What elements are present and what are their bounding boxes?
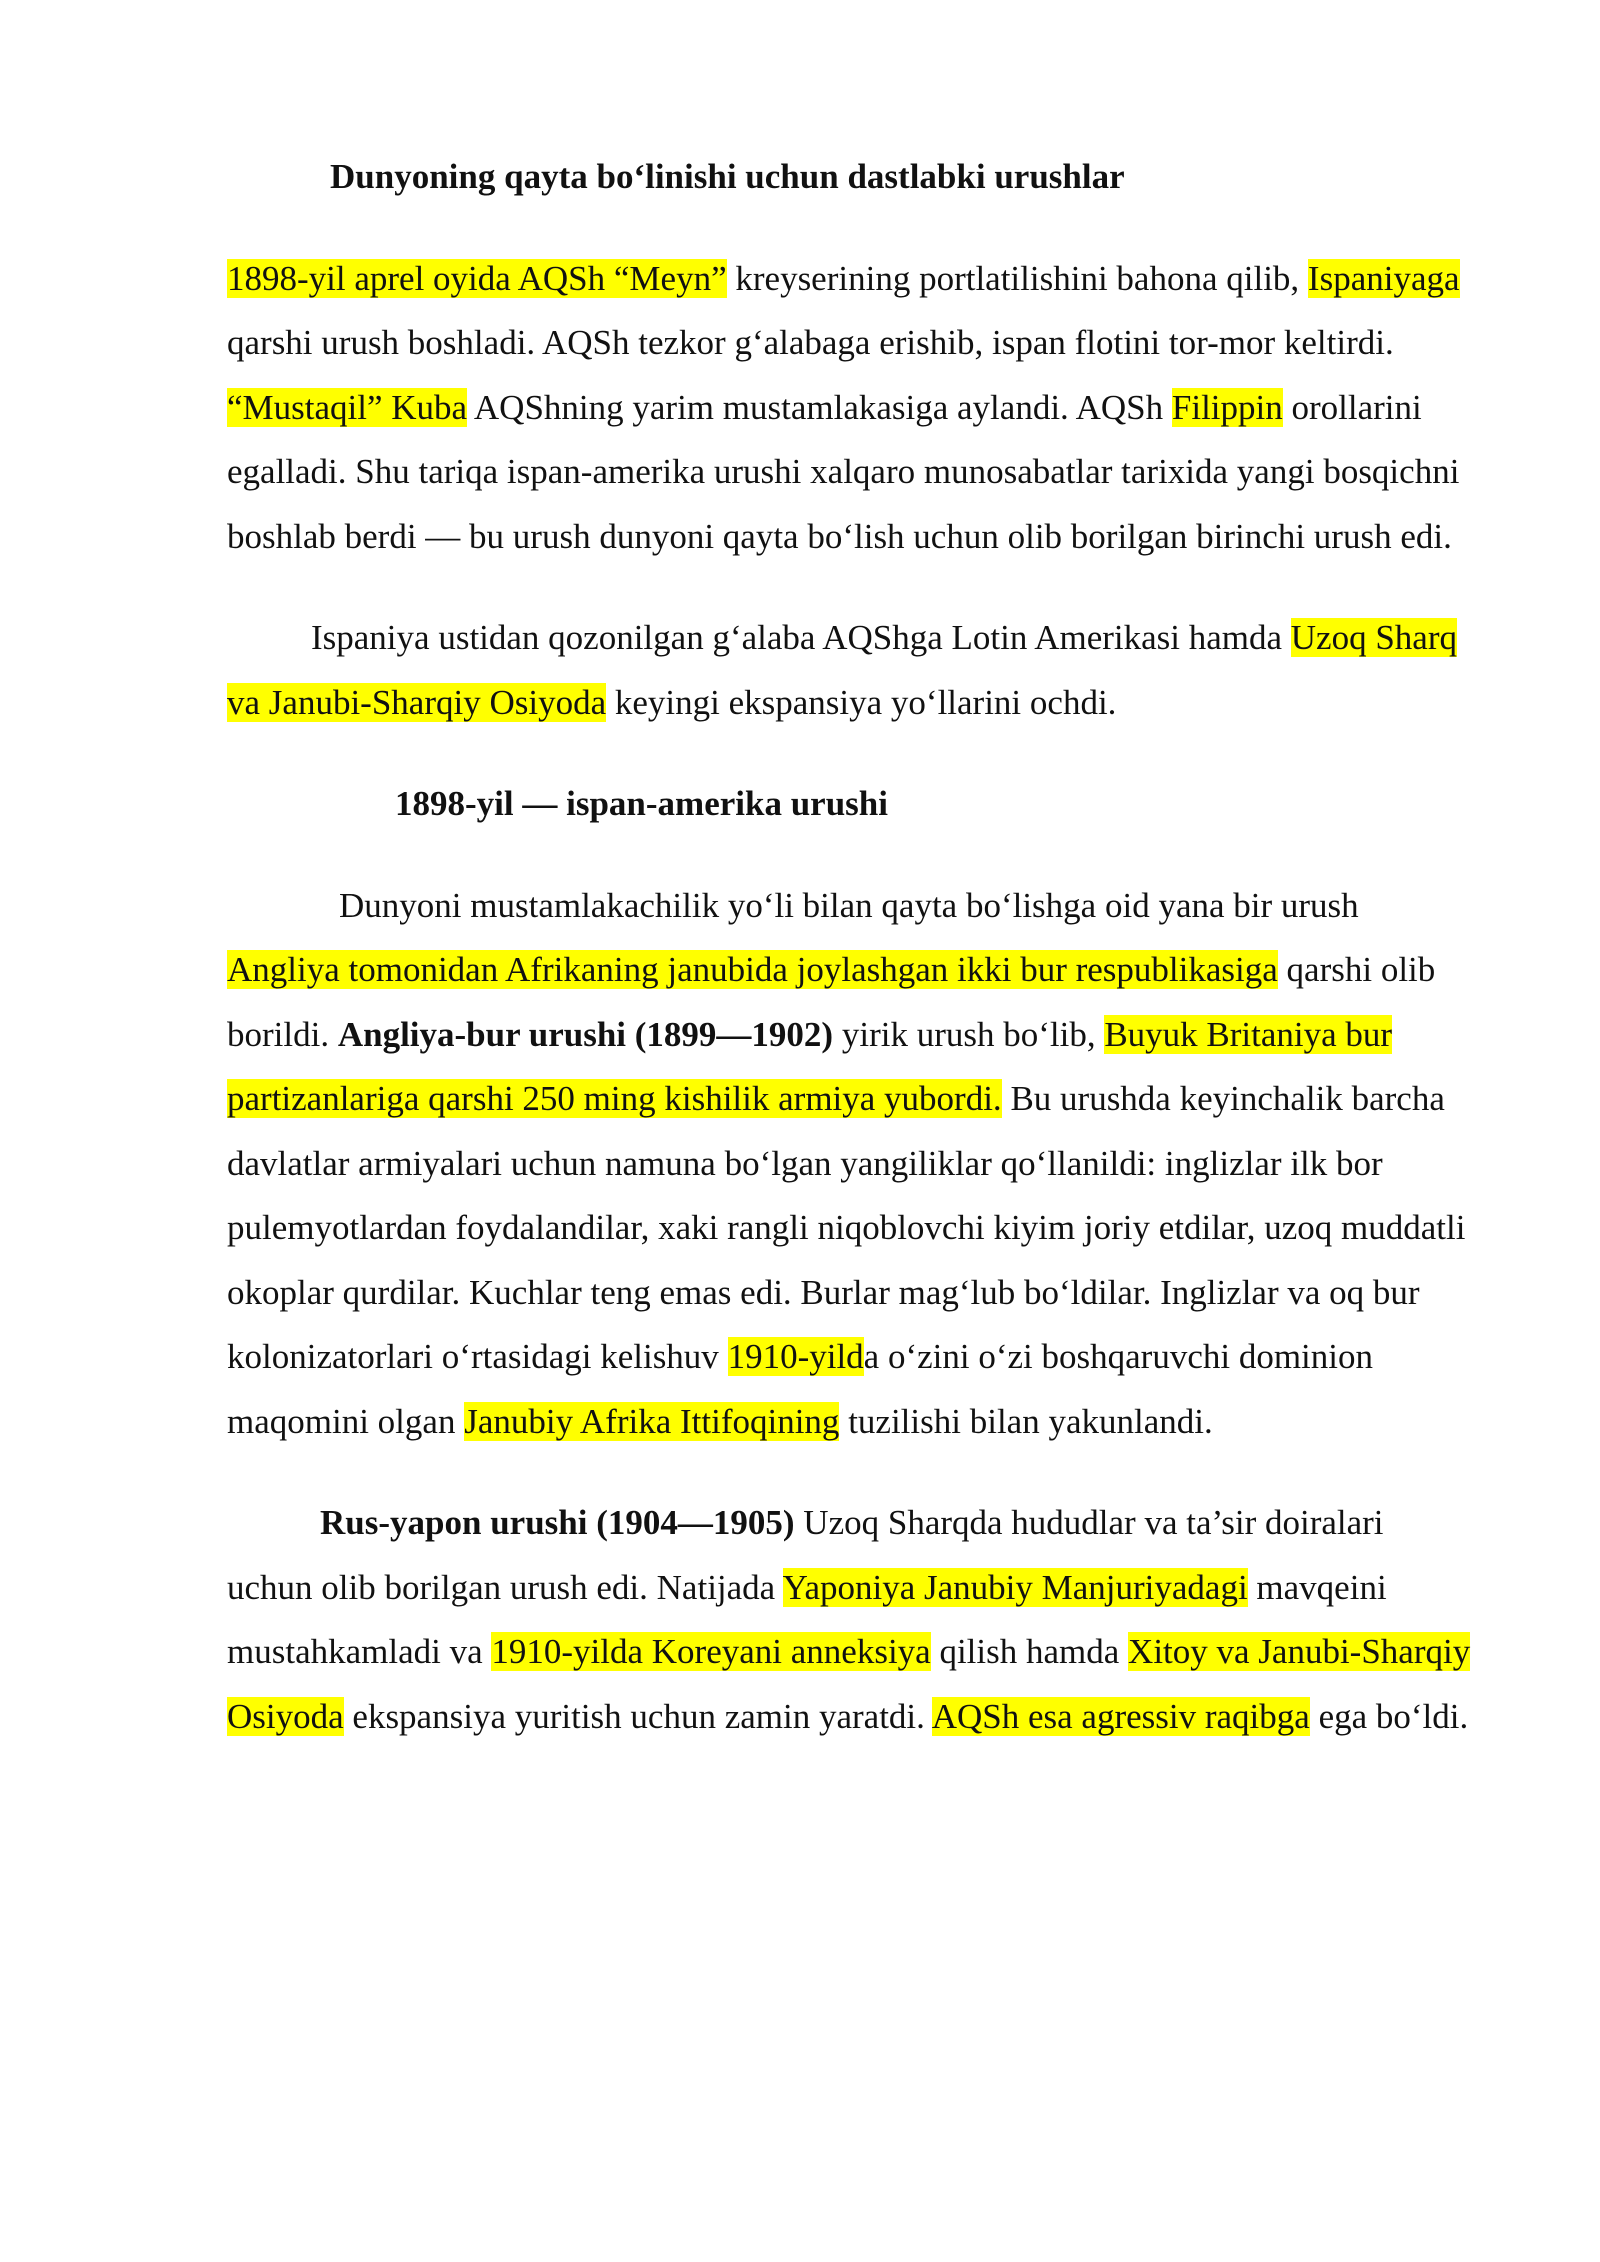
paragraph-text: kreyserining portlatilishini bahona qilib, xyxy=(726,258,1308,298)
highlighted-text: Ispaniyaga xyxy=(1307,258,1460,298)
highlighted-text: Uzoq Sharq va Janubi-Sharqiy Osiyoda xyxy=(227,618,1457,722)
highlighted-text: Yaponiya Janubiy Manjuriyadagi xyxy=(782,1567,1248,1607)
highlighted-text: “Mustaqil” Kuba xyxy=(227,387,468,427)
highlighted-text: 1910-yilda Koreyani anneksiya xyxy=(491,1632,931,1671)
bold-text: Rus-yapon urushi (1904—1905) xyxy=(320,1503,795,1542)
paragraph-text: yirik urush bo‘lib, xyxy=(833,1014,1105,1054)
paragraph-1 xyxy=(227,247,1477,570)
paragraph-text: Ispaniya ustidan qozonilgan g‘alaba AQShga Lotin Amerikasi hamda xyxy=(311,618,1291,657)
paragraph-text: qarshi urush boshladi. AQSh tezkor g‘alabaga erishib, ispan flotini tor-mor keltirdi. xyxy=(227,323,1394,362)
paragraph-text: ega bo‘ldi. xyxy=(1309,1696,1469,1736)
paragraph-text: qarshi olib borildi. xyxy=(227,950,1436,1054)
highlighted-text: Xitoy va Janubi-Sharqiy Osiyoda xyxy=(227,1632,1471,1736)
paragraph-text: AQShning yarim mustamlakasiga aylandi. AQSh xyxy=(467,387,1172,427)
paragraph-text: qilish hamda xyxy=(930,1632,1129,1671)
paragraph-4 xyxy=(227,1491,1477,1749)
paragraph-text: ekspansiya yuritish uchun zamin yaratdi. xyxy=(343,1696,932,1736)
highlighted-text: Angliya tomonidan Afrikaning janubida joylashgan ikki bur respublikasiga xyxy=(227,950,1278,989)
section-subheading: 1898-yil — ispan-amerika urushi xyxy=(395,784,888,823)
document-title: Dunyoning qayta bo‘linishi uchun dastlabki urushlar xyxy=(330,157,1125,196)
paragraph-text: tuzilishi bilan yakunlandi. xyxy=(839,1401,1213,1441)
highlighted-text: Janubiy Afrika Ittifoqining xyxy=(464,1401,840,1441)
document-body xyxy=(227,145,1477,1749)
highlighted-text: Buyuk Britaniya bur partizanlariga qarshi 250 ming kishilik armiya yubordi. xyxy=(227,1014,1393,1118)
paragraph-2 xyxy=(227,606,1477,735)
bold-text: Angliya-bur urushi (1899—1902) xyxy=(337,1014,834,1054)
paragraph-text: Dunyoni mustamlakachilik yo‘li bilan qayta bo‘lishga oid yana bir urush xyxy=(339,885,1359,925)
paragraph-text: Uzoq Sharqda hududlar va ta’sir doiralari uchun olib borilgan urush edi. Natijada xyxy=(227,1503,1384,1607)
highlighted-text: 1898-yil aprel oyida AQSh “Meyn” xyxy=(227,258,727,298)
highlighted-text: Filippin xyxy=(1171,387,1283,427)
paragraph-text: mavqeini mustahkamladi va xyxy=(227,1567,1387,1671)
paragraph-3 xyxy=(227,874,1477,1455)
paragraph-text: Bu urushda keyinchalik barcha davlatlar armiyalari uchun namuna bo‘lgan yangiliklar qo‘llanildi: inglizlar ilk bor pulemyotlardan foydalandilar, xaki rangli niqoblovchi kiyim joriy etdilar, uzoq muddatli okoplar qurdilar. Kuchlar teng emas edi. Burlar mag‘lub bo‘ldilar. Inglizlar va oq bur kolonizatorlari o‘rtasidagi kelishuv xyxy=(227,1079,1466,1376)
paragraph-text: orollarini egalladi. Shu tariqa ispan-amerika urushi xalqaro munosabatlar tarixida yangi bosqichni boshlab berdi — bu urush dunyoni qayta bo‘lish uchun olib borilgan birinchi urush edi. xyxy=(227,387,1460,556)
highlighted-text: AQSh esa agressiv raqibga xyxy=(931,1696,1310,1736)
highlighted-text: 1910-yild xyxy=(727,1337,864,1376)
paragraph-text: keyingi ekspansiya yo‘llarini ochdi. xyxy=(606,682,1117,722)
paragraph-text: a o‘zini o‘zi boshqaruvchi dominion maqomini olgan xyxy=(227,1337,1374,1441)
